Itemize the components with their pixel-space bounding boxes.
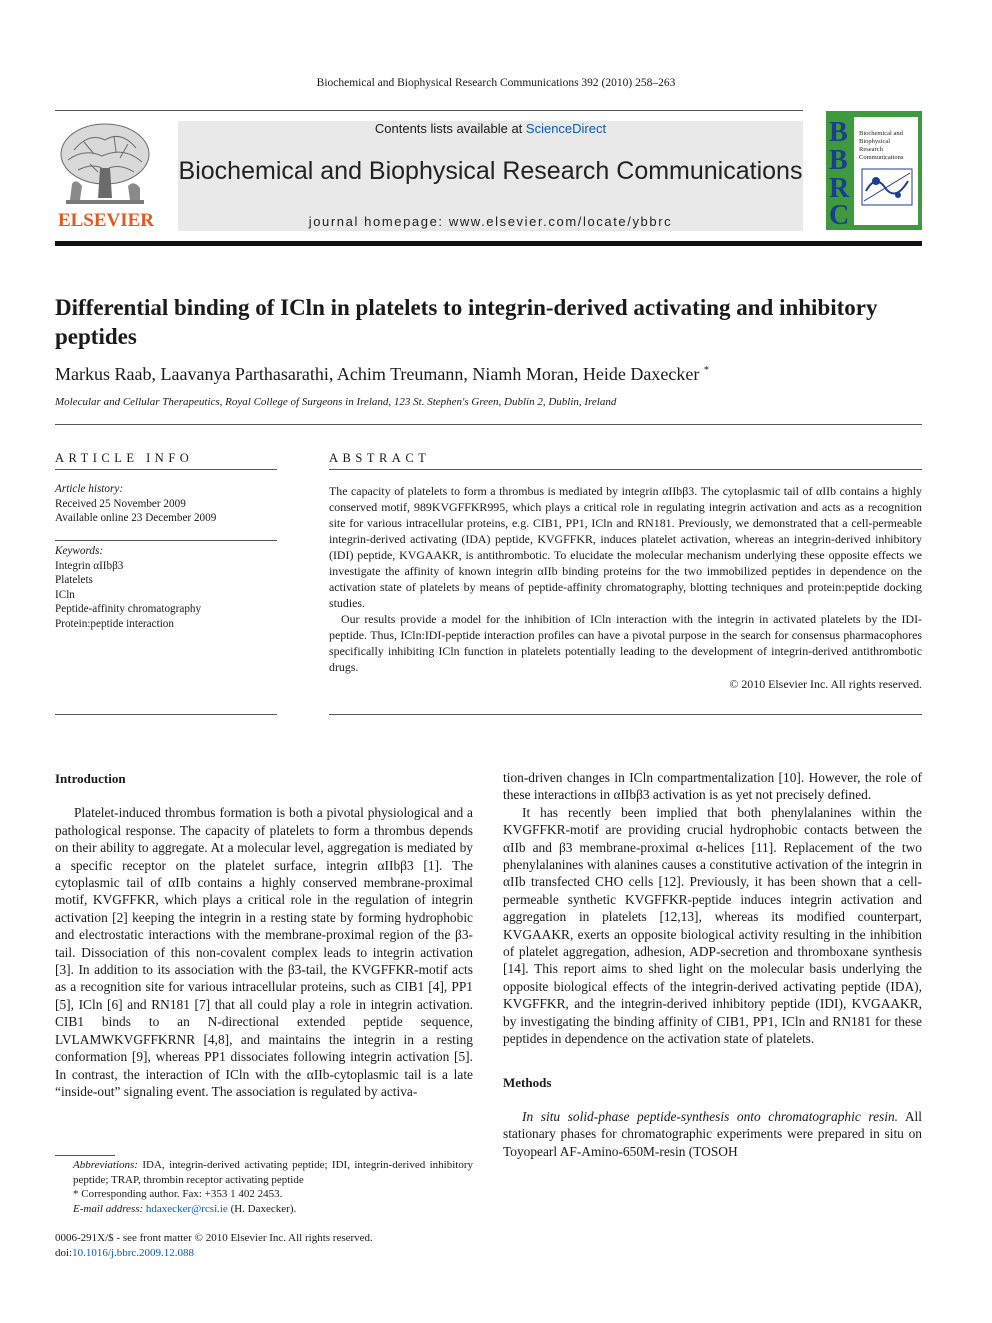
issn-line: 0006-291X/$ - see front matter © 2010 Elsevier Inc. All rights reserved. (55, 1232, 373, 1244)
journal-citation: Biochemical and Biophysical Research Communications 392 (2010) 258–263 (316, 77, 676, 89)
cover-letter-b2: B (829, 145, 848, 176)
abstract-text (329, 483, 922, 692)
doi-line (55, 1246, 473, 1261)
journal-homepage[interactable]: journal homepage: www.elsevier.com/locate/ybbrc (308, 214, 673, 229)
corresponding-footnote (55, 1187, 473, 1202)
abbrev-label: Abbreviations: (73, 1159, 138, 1171)
history-label: Article history: (55, 483, 124, 495)
abstract-bottom-rule (329, 714, 922, 715)
cover-letter-c: C (829, 200, 850, 230)
article-title: Differential binding of ICln in platelets to integrin-derived activating and inhibitory peptides (55, 295, 878, 349)
methods-text: All stationary phases for chromatographic experiments were prepared in situ on Toyopearl AF-Amino-650M-resin (TOSOH (503, 1108, 923, 1159)
keywords (55, 544, 277, 631)
author-list (55, 364, 709, 385)
corresponding-mark: * (73, 1188, 79, 1200)
elsevier-wordmark: ELSEVIER (57, 210, 155, 231)
methods-paragraph-1 (503, 1108, 922, 1160)
cover-title-1: Biochemical and (859, 130, 903, 137)
article-info-bottom-rule (55, 714, 277, 715)
header-thick-rule (55, 241, 922, 246)
email-label: E-mail address: (73, 1202, 144, 1215)
introduction-paragraph-2: It has recently been implied that both phenylalanines within the KVGFFKR-motif are providing crucial hydrophobic contacts between the αIIb and β3 membrane-proximal α-helices [11]. Replacement of the two phenylalanines with alanines causes a constitutive activation of the integrin in αIIb transfected CHO cells [12]. Previously, it has been shown that a cell-permeable synthetic KVGFFKR-peptide induces integrin activation and aggregation in platelets [12,13], whereas its modified counterpart, KVGAAKR, exerts an opposite biological activity resulting in the inhibition of platelet aggregation, adhesion, ADP-secretion and thromboxane synthesis [14]. This report aims to shed light on the molecular basis underlying the opposite biological effects of the integrin-derived activating peptide (IDA), KVGFFKR, and the integrin-derived inhibitory peptide (IDI), KVGAAKR, by investigating the binding affinity of CIB1, PP1, ICln and RN181 for these peptides in dependence on the activation state of platelets. (503, 804, 922, 1047)
abstract-paragraph-2: Our results provide a model for the inhibition of ICln interaction with the integrin in activated platelets by the IDI-peptide. Thus, ICln:IDI-peptide interaction profiles can have a pivotal purpose in the search for consensus pharmacophores specifically inhibiting ICln function in platelets potentially leading to the development of integrin-derived antithrombotic drugs. (329, 612, 922, 674)
email-owner: (H. Daxecker). (230, 1202, 297, 1215)
contents-line (178, 121, 803, 136)
cover-title-4: Communications (859, 154, 904, 161)
received-date: Received 25 November 2009 (55, 497, 186, 510)
body-column-right (503, 769, 922, 1160)
cover-title-3: Research (859, 146, 883, 153)
contents-prefix: Contents lists available at (374, 121, 526, 136)
abstract-label: ABSTRACT (329, 451, 431, 465)
affiliation: Molecular and Cellular Therapeutics, Royal College of Surgeons in Ireland, 123 St. Stephen's Green, Dublin 2, Dublin, Ireland (55, 396, 617, 408)
authors-text: Markus Raab, Laavanya Parthasarathi, Achim Treumann, Niamh Moran, Heide Daxecker (55, 364, 700, 384)
doi-label: doi: (55, 1246, 73, 1259)
abstract-paragraph-1: The capacity of platelets to form a thrombus is mediated by integrin αIIbβ3. The cytoplasmic tail of αIIb contains a highly conserved motif, 989KVGFFKR995, which plays a critical role in regulating integrin activation and acts as a recognition site for various intracellular proteins, e.g. CIB1, PP1, ICln and RN181. Previously, we demonstrated that a cell-permeable integrin-derived activating (IDA) peptide, KVGFFKR, induces platelet activation, whereas an integrin-derived inhibitory (IDI) peptide, KVGAAKR, is antithrombotic. To elucidate the molecular mechanism underlying these opposite effects we investigate the affinity of known integrin αIIb binding proteins for the two immobilized peptides in dependence on the activation state of platelets by means of peptide-affinity chromatography, blotting techniques and protein:peptide docking studies. (329, 484, 922, 610)
footnote-rule (55, 1155, 115, 1156)
doi-link[interactable]: 10.1016/j.bbrc.2009.12.088 (72, 1246, 195, 1259)
article-history (55, 482, 277, 526)
email-footnote (55, 1202, 473, 1217)
corresponding-author-mark[interactable]: * (703, 365, 709, 376)
online-date: Available online 23 December 2009 (55, 512, 217, 524)
keywords-label: Keywords: (55, 545, 104, 557)
introduction-heading: Introduction (55, 771, 126, 786)
article-info-label: ARTICLE INFO (55, 451, 194, 465)
affiliation-rule (55, 424, 922, 425)
keyword-item: Protein:peptide interaction (55, 617, 174, 630)
keyword-item: Platelets (55, 574, 93, 586)
footnotes (55, 1158, 473, 1216)
abbreviations-footnote (55, 1158, 473, 1187)
keyword-item: ICln (55, 588, 75, 601)
keyword-item: Integrin αIIbβ3 (55, 559, 124, 572)
cover-letter-r: R (829, 173, 850, 204)
header-rule (55, 110, 803, 111)
introduction-continuation: tion-driven changes in ICln compartmentalization [10]. However, the role of these interactions in αIIbβ3 activation is as yet not precisely defined. (503, 770, 922, 803)
cover-title-2: Biophysical (859, 138, 891, 145)
history-rule (55, 540, 277, 541)
email-link[interactable]: hdaxecker@rcsi.ie (145, 1202, 228, 1215)
abbrev-text: IDA, integrin-derived activating peptide; IDI, integrin-derived inhibitory peptide; TRAP, thrombin receptor activating peptide (73, 1159, 473, 1186)
keyword-item: Peptide-affinity chromatography (55, 603, 202, 615)
introduction-paragraph-1: Platelet-induced thrombus formation is both a pivotal physiological and a pathological response. The capacity of platelets to form a thrombus depends on their ability to aggregate. At a molecular level, aggregation is mediated by a specific receptor on the platelet surface, integrin αIIbβ3 [1]. The cytoplasmic tail of αIIb contains a highly conserved membrane-proximal motif, KVGFFKR, which plays a critical role in the regulation of integrin activation [2] keeping the integrin in a resting state by forming hydrophobic and electrostatic interactions with the membrane-proximal region of the β3-tail. Dissociation of this non-covalent complex leads to integrin activation [3]. In addition to its association with the β3-tail, the KVGFFKR-motif acts as a recognition site for various intracellular proteins, such as CIB1 [4], PP1 [5], ICln [6] and RN181 [7] that all could play a role in integrin activation. CIB1 binds to an N-directional extended peptide sequence, LVLAMWKVGFFKRNR [4,8], and maintains the integrin in a resting conformation [9], whereas PP1 dissociates following integrin activation [5]. In contrast, the interaction of ICln with the αIIb-cytoplasmic tail is a late “inside-out” signaling event. The association is regulated by activa- (55, 805, 473, 1099)
methods-heading: Methods (503, 1074, 552, 1090)
article-info-rule (55, 469, 277, 470)
body-column-left (55, 770, 473, 1100)
sciencedirect-link[interactable]: ScienceDirect (525, 121, 607, 136)
abstract-copyright: © 2010 Elsevier Inc. All rights reserved. (729, 677, 922, 691)
journal-cover (826, 111, 922, 230)
cover-letter-b1: B (829, 117, 848, 148)
abstract-rule (329, 469, 922, 470)
cover-illustration (862, 169, 912, 205)
front-matter (55, 1231, 473, 1260)
corresponding-text: Corresponding author. Fax: +353 1 402 2453. (81, 1188, 283, 1200)
journal-name: Biochemical and Biophysical Research Communications (178, 157, 803, 185)
methods-lead: In situ solid-phase peptide-synthesis onto chromatographic resin. (522, 1108, 899, 1124)
